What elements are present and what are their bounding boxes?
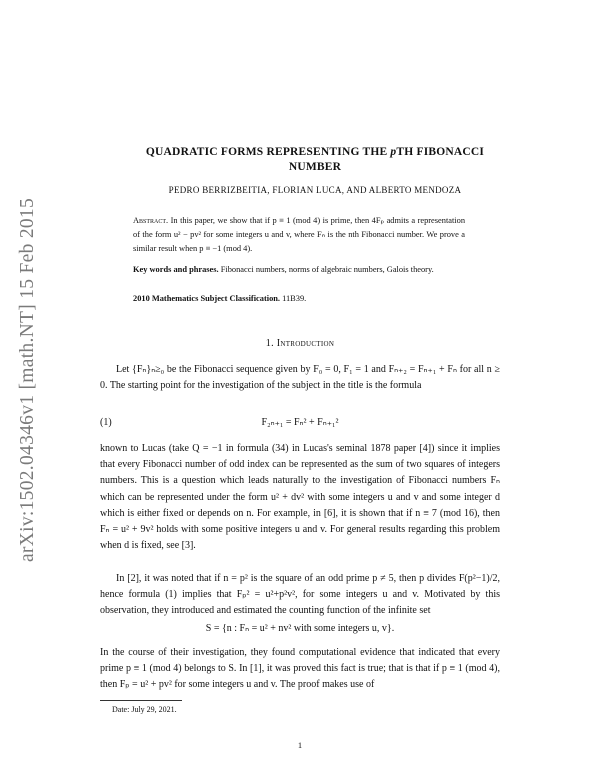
abstract-text: In this paper, we show that if p ≡ 1 (mod 4) is prime, then 4Fₚ admits a representation of the form u² − pv² for some integers u and v, where Fₙ is the nth Fibonacci number. We prove a similar result when p ≡ −1 (mod 4). <box>133 216 466 254</box>
title-part-p: p <box>390 146 397 158</box>
section-title: Introduction <box>276 338 335 349</box>
msc-text: 11B39. <box>282 294 307 303</box>
paragraph-2: known to Lucas (take Q = −1 in formula (34) in Lucas's seminal 1878 paper [4]) since it implies that every Fibonacci number of odd index can be represented as the sum of two squares of integers numbers. This is a question which leads naturally to the investigation of Fibonacci numbers Fₙ which can be represented under the form u² + dv² with some integers u and v and some integer d which is either fixed or depends on n. For example, in [6], it is shown that if n ≡ 7 (mod 16), then Fₙ = u² + 9v² holds with some positive integers u and v. For general results regarding this problem when d is fixed, see [3]. <box>100 443 500 552</box>
arxiv-identifier-stamp <box>8 180 48 580</box>
msc-label: 2010 Mathematics Subject Classification. <box>133 294 281 303</box>
abstract <box>133 214 465 257</box>
keywords <box>133 263 465 277</box>
keywords-label: Key words and phrases. <box>133 265 219 274</box>
paragraph-3: In [2], it was noted that if n = p² is the square of an odd prime p ≠ 5, then p divides F(p²−1)/2, hence formula (1) implies that Fₚ² = u²+p²v², for some integers u and v. Motivated by this observation, they introduced and estimated the counting function of the infinite set <box>100 573 500 617</box>
equation-1-number: (1) <box>100 417 112 428</box>
footnote-rule <box>100 700 182 701</box>
paper-title <box>120 145 510 175</box>
title-part-a: QUADRATIC FORMS REPRESENTING THE <box>145 146 391 158</box>
title-part-b: TH FIBONACCI <box>396 146 485 158</box>
section-number: 1. <box>265 338 274 349</box>
page-number: 1 <box>297 740 303 750</box>
equation-1-formula: F₂ₙ₊₁ = Fₙ² + Fₙ₊₁² <box>261 417 339 428</box>
footnote-date: Date: July 29, 2021. <box>112 705 177 714</box>
paragraph-1: Let {Fₙ}ₙ≥₀ be the Fibonacci sequence given by F₀ = 0, F₁ = 1 and Fₙ₊₂ = Fₙ₊₁ + Fₙ for all n ≥ 0. The starting point for the investigation of the subject in the title is the formula <box>100 364 500 392</box>
title-line-2: NUMBER <box>288 161 342 173</box>
keywords-text: Fibonacci numbers, norms of algebraic numbers, Galois theory. <box>220 265 434 274</box>
arxiv-id-text: arXiv:1502.04346v1 [math.NT] 15 Feb 2015 <box>17 197 38 563</box>
equation-1 <box>100 417 500 433</box>
paragraph-4: In the course of their investigation, they found computational evidence that indicated that every prime p ≡ 1 (mod 4) belongs to S. In [1], it was proved this fact is true; that is that if p ≡ 1 (mod 4), then Fₚ = u² + pv² for some integers u and v. The proof makes use of <box>100 647 500 691</box>
msc-classification <box>133 292 465 306</box>
authors: PEDRO BERRIZBEITIA, FLORIAN LUCA, AND ALBERTO MENDOZA <box>168 185 462 195</box>
section-heading <box>100 338 500 349</box>
abstract-label: Abstract. <box>133 216 169 225</box>
equation-set-s: S = {n : Fₙ = u² + nv² with some integers u, v}. <box>205 623 395 634</box>
